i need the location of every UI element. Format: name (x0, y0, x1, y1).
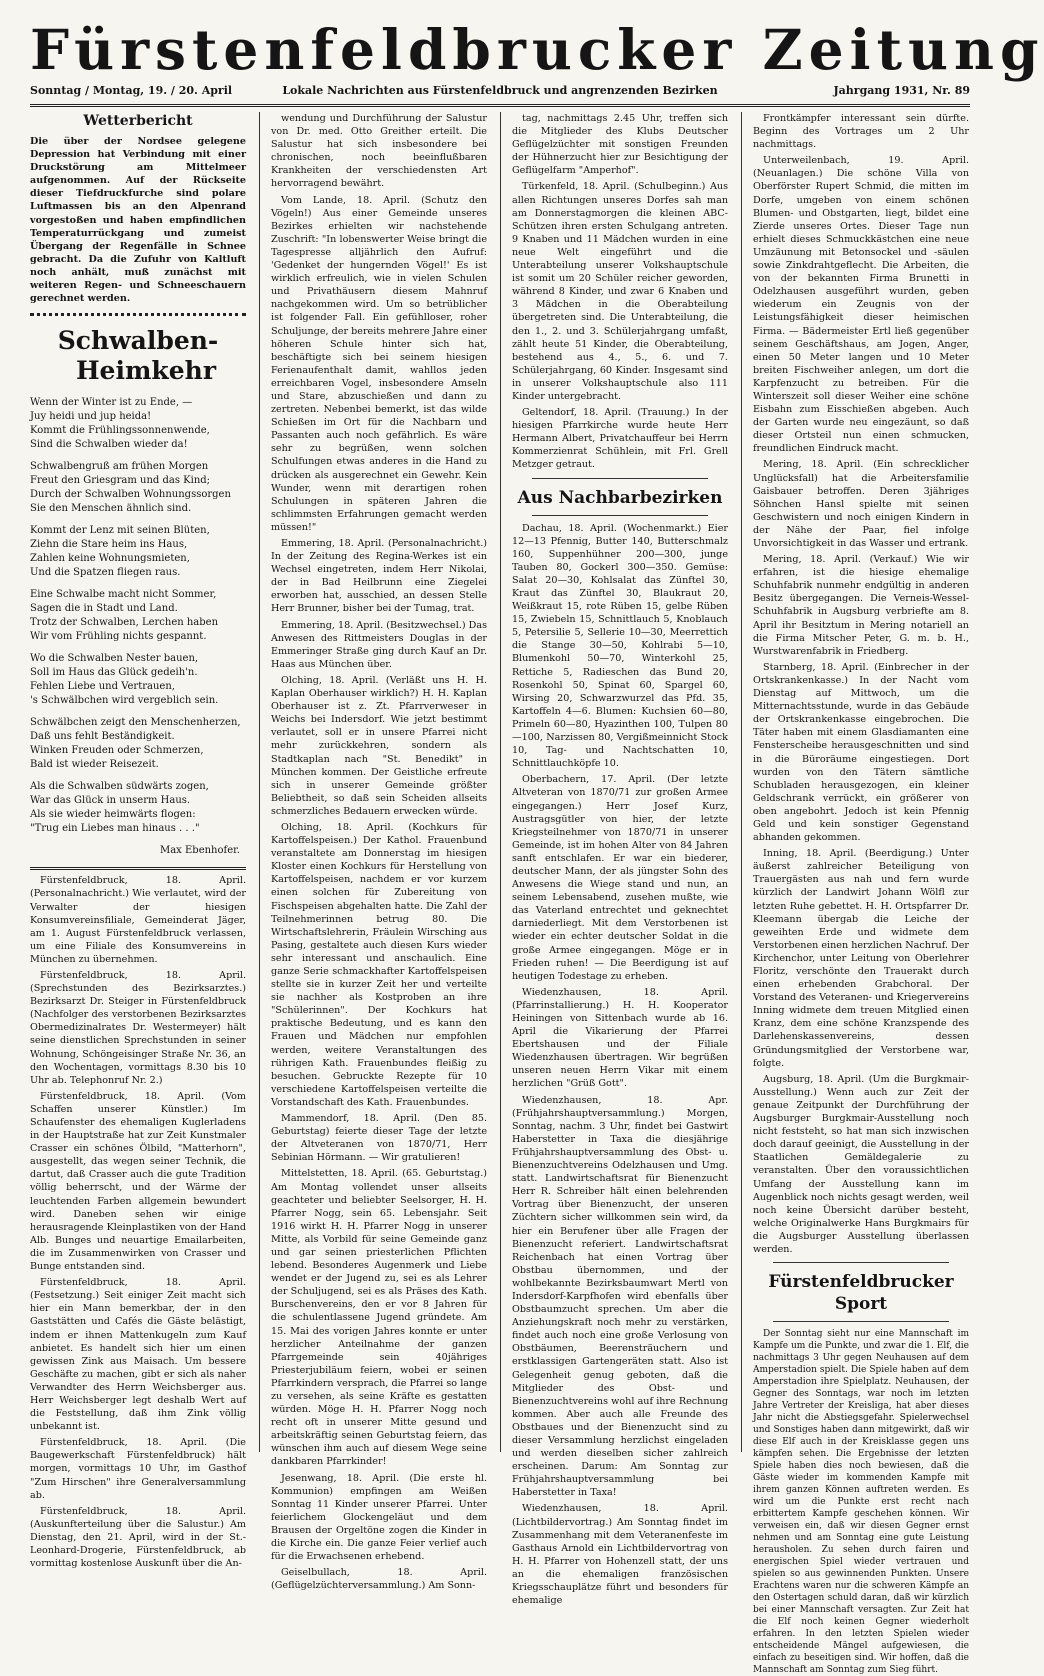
news-paragraph: Mering, 18. April. (Ein schrecklicher Unglücksfall) hat die Arbeitersfamilie Gaisbauer betroffen. Deren 3jähriges Söhnchen Hansl spielte mit seinen Geschwistern und noch einigen Kindern in der Nähe der Paar, fiel infolge Unvorsichtigkeit in das Wasser und ertrank. (753, 459, 969, 549)
news-paragraph: Vom Lande, 18. April. (Schutz den Vögeln!) Aus einer Gemeinde unseres Bezirkes erhielten wir nachstehende Zuschrift: "In lobenswerter Weise bringt die Tagespresse alljährlich den Aufruf: 'Gedenket der hungernden Vögel!' Es ist wirklich erfreulich, wie in vielen Schulen und Privathäusern diesem Mahnruf nachgekommen wird. Um so betrüblicher ist folgender Fall. Ein gefühlloser, roher Schuljunge, der bereits mehrere Jahre einer höheren Schule hinter sich hat, beschäftigte sich bei seinem hiesigen Ferienaufenthalt damit, wahllos jeden erreichbaren Vogel, insbesondere Amseln und Stare, abzuschießen und dann zu zertreten. Nebenbei bemerkt, ist das wilde Schießen im Ort für die Nachbarn und Passanten auch noch gefährlich. Es wäre sehr zu begrüßen, wenn solchen Schulfungen etwas anderes in die Hand zu drücken als ausgerechnet ein Gewehr. Kein Wunder, wenn mit derartigen rohen Schulungen in späteren Jahren die schlimmsten Erfahrungen gemacht werden müssen!" (271, 194, 487, 533)
column-rule (500, 112, 501, 1452)
poem-line: Ziehn die Stare heim ins Haus, (30, 539, 188, 551)
poem-line: Durch der Schwalben Wohnungssorgen (30, 489, 231, 501)
poem-line: Und die Spatzen fliegen raus. (30, 567, 181, 579)
poem-line: Soll im Haus das Glück gedeih'n. (30, 667, 198, 679)
poem-title-line-2: Heimkehr (75, 356, 216, 386)
poem-line: Schwälbchen zeigt den Menschenherzen, (30, 717, 241, 729)
news-paragraph: tag, nachmittags 2.45 Uhr, treffen sich die Mitglieder des Klubs Deutscher Geflügelzüchter mit sonstigen Freunden der Hühnerzucht hier zur Besichtigung der Geflügelfarm "Amperhof". (512, 113, 728, 177)
news-paragraph: Emmering, 18. April. (Personalnachricht.) In der Zeitung des Regina-Werkes ist ein Wechsel eingetreten, indem Herr Nikolai, der in Bad Heilbrunn eine Ziegelei erworben hat, ausschied, an dessen Stelle Herr Brunner, bisher bei der Tumag, trat. (271, 538, 487, 615)
news-paragraph: Olching, 18. April. (Verläßt uns H. H. Kaplan Oberhauser wirklich?) H. H. Kaplan Oberhauser ist z. Zt. Pfarrverweser in Weichs bei Indersdorf. Wie jetzt bestimmt verlautet, soll er in unsere Pfarrei nicht mehr zurückkehren, sondern als Stadtkaplan nach "St. Benedikt" in München kommen. Der Geistliche erfreute sich in unserer Gemeinde größter Beliebtheit, so daß sein Scheiden allseits schmerzliches Bedauern erwecken würde. (271, 674, 487, 817)
poem-line: Winken Freuden oder Schmerzen, (30, 745, 204, 757)
local-news-list (512, 112, 728, 472)
news-paragraph: Geiselbullach, 18. April. (Geflügelzüchterversammlung.) Am Sonn- (271, 1567, 487, 1592)
weather-heading: Wetterbericht (83, 113, 193, 129)
news-paragraph: Fürstenfeldbruck, 18. April. (Personalnachricht.) Wie verlautet, wird der Verwalter der hiesigen Konsumvereinsfiliale, Gemeinderat Jäger, am 1. August Fürstenfeldbruck verlassen, um eine Filiale des Konsumvereins in München zu übernehmen. (30, 875, 246, 965)
dateline (30, 84, 970, 107)
news-paragraph: Dachau, 18. April. (Wochenmarkt.) Eier 12—13 Pfennig, Butter 140, Butterschmalz 160, Suppenhühner 200—300, junge Tauben 80, Gockerl 300—350. Gemüse: Salat 20—30, Kohlsalat das Zünftel 30, Kraut das Zünftel 30, Blaukraut 20, Weißkraut 15, rote Rüben 15, gelbe Rüben 15, Zwiebeln 15, Schnittlauch 5, Knoblauch 5, Petersilie 5, Sellerie 10—30, Meerrettich die Stange 30—50, Kohlrabi 5—10, Blumenkohl 50—70, Winterkohl 25, Rettiche 5, Radieschen das Bund 20, Rosenkohl 50, Spinat 60, Spargel 60, Wirsing 20, Schwarzwurzel das Pfd. 35, Kartoffeln 4—6. Blumen: Kuchsien 60—80, Primeln 60—80, Hyazinthen 100, Tulpen 80—100, Narzissen 80, Vergißmeinnicht Stock 10, Tag- und Nachtschatten 10, Schnittlauchköpfe 10. (512, 522, 728, 770)
issue-date: Sonntag / Montag, 19. / 20. April (30, 84, 233, 97)
regional-news-list (753, 112, 969, 1256)
poem-line: Daß uns fehlt Beständigkeit. (30, 731, 175, 743)
poem-line: Zahlen keine Wohnungsmieten, (30, 553, 190, 565)
article-columns (30, 112, 970, 1676)
section-divider (30, 867, 246, 870)
section-divider (532, 515, 708, 516)
poem-title-line-1: Schwalben- (57, 326, 219, 356)
poem-line: Bald ist wieder Reisezeit. (30, 759, 159, 771)
column-2 (271, 112, 487, 1592)
news-paragraph: Wiedenzhausen, 18. Apr. (Frühjahrshauptversammlung.) Morgen, Sonntag, nachm. 3 Uhr, findet bei Gastwirt Haberstetter in Taxa die diesjährige Frühjahrshauptversammlung des Obst- u. Bienenzuchtvereins Odelzhausen und Umg. statt. Landwirtschaftsrat für Bienenzucht Herr R. Schreiber hält einen belehrenden Vortrag über Bienenzucht, der unseren Züchtern sicher willkommen sein wird, da hier ein Berufener über alle Fragen der Bienenzucht referiert. Landwirtschaftsrat Reichenbach hat einen Vortrag über Obstbau übernommen, und der wohlbekannte Bezirksbaumwart Mertl von Indersdorf-Karpfhofen wird ebenfalls über Obstbaumzucht sprechen. Um aber die Anziehungskraft noch mehr zu verstärken, findet auch noch eine große Verlosung von Obstbäumen, Beerensträuchern und erstklassigen Gartengeräten statt. Also ist Gelegenheit genug geboten, daß die Mitglieder des Obst- und Bienenzuchtvereins wohl auf ihre Rechnung kommen. Aber auch alle Freunde des Obstbaues und der Bienenzucht sind zu dieser Versammlung herzlichst eingeladen und werden dieselben sicher zahlreich erscheinen. Darum: Am Sonntag zur Frühjahrshauptversammlung bei Haberstetter in Taxa! (512, 1094, 728, 1499)
news-paragraph: Türkenfeld, 18. April. (Schulbeginn.) Aus allen Richtungen unseres Dorfes sah man am Donnerstagmorgen die kleinen ABC-Schützen ihren ersten Schulgang antreten. 9 Knaben und 11 Mädchen wurden in eine neue Welt eingeführt und die Unterabteilung unserer Volkshauptschule ist somit um 20 Schüler reicher geworden, während 8 Kinder, und zwar 6 Knaben und 3 Mädchen in die Oberabteilung übergetreten sind. Die Unterabteilung, die den 1., 2. und 3. Schülerjahrgang umfaßt, zählt heute 51 Kinder, die Oberabteilung, bestehend aus 4., 5., 6. und 7. Schülerjahrgang, 60 Kinder. Insgesamt sind in unserer Volkshauptschule also 111 Kinder untergebracht. (512, 181, 728, 402)
poem-stanza (30, 588, 246, 644)
news-paragraph: Fürstenfeldbruck, 18. April. (Auskunfterteilung über die Salustur.) Am Dienstag, den 21. April, wird in der St.-Leonhard-Drogerie, Fürstenfeldbruck, ab vormittag kostenlose Auskunft über die An- (30, 1505, 246, 1570)
poem-line: Wo die Schwalben Nester bauen, (30, 653, 199, 665)
news-paragraph: Fürstenfeldbruck, 18. April. (Die Baugewerkschaft Fürstenfeldbruck) hält morgen, vormittags 10 Uhr, im Gasthof "Zum Hirschen" ihre Generalversammlung ab. (30, 1437, 246, 1501)
poem-author: Max Ebenhofer. (159, 845, 240, 857)
news-paragraph: Fürstenfeldbruck, 18. April. (Festsetzung.) Seit einiger Zeit macht sich hier ein Mann bemerkbar, der in den Gaststätten und Cafés die Gäste belästigt, indem er ihnen Mattenkugeln zum Kauf anbietet. Es handelt sich hier um einen gewissen Zink aus Maisach. Um bessere Geschäfte zu machen, gibt er sich als naher Verwandter des Herrn Weichsberger aus. Herr Weichsberger legt deshalb Wert auf die Feststellung, daß ihm Zink völlig unbekannt ist. (30, 1277, 246, 1433)
poem-stanza (30, 652, 246, 708)
column-1 (30, 112, 246, 1570)
poem-line: Sagen die in Stadt und Land. (30, 603, 178, 615)
poem-line: Trotz der Schwalben, Lerchen haben (30, 617, 219, 629)
news-paragraph: Oberbachern, 17. April. (Der letzte Altveteran von 1870/71 zur großen Armee eingegangen.) Herr Josef Kurz, Austragsgütler von hier, der letzte Kriegsteilnehmer von 1870/71 in unserer Gemeinde, ist im hohen Alter von 84 Jahren sanft entschlafen. Er war ein biederer, deutscher Mann, der als jüngster Sohn des Anwesens die Wiege stand und nun, an seinem Lebensabend, zusehen mußte, wie das Vaterland entrechtet und geknechtet darniederliegt. Mit dem Verstorbenen ist wieder ein echter deutscher Soldat in die große Armee eingegangen. Möge er in Frieden ruhen! — Die Beerdigung ist auf heutigen Todestage zu erheben. (512, 774, 728, 982)
poem-stanza (30, 780, 246, 836)
local-news-list (30, 874, 246, 1570)
news-paragraph: Mammendorf, 18. April. (Den 85. Geburtstag) feierte dieser Tage der letzte der Altveteranen von 1870/71, Herr Sebinian Hörmann. — Wir gratulieren! (271, 1113, 487, 1164)
column-4 (753, 112, 969, 1676)
local-news-list (271, 112, 487, 1592)
poem-stanza (30, 716, 246, 772)
poem-line: Fehlen Liebe und Vertrauen, (30, 681, 175, 693)
news-paragraph: Fürstenfeldbruck, 18. April. (Vom Schaffen unserer Künstler.) Im Schaufenster des ehemaligen Kuglerladens in der Hauptstraße hat zur Zeit Kunstmaler Crasser ein schönes Ölbild, "Matterhorn", ausgestellt, das wegen seiner Technik, die dartut, daß Crasser auch die gute Tradition völlig beherrscht, und der Wärme der leuchtenden Farben allgemein bewundert wird. Daneben sehen wir einige herausragende Kleinplastiken von der Hand Alb. Bunges und neuartige Emailarbeiten, die im Zusammenwirken von Crasser und Bunge entstanden sind. (30, 1090, 246, 1273)
poem-line: Eine Schwalbe macht nicht Sommer, (30, 589, 217, 601)
news-paragraph: Emmering, 18. April. (Besitzwechsel.) Das Anwesen des Rittmeisters Douglas in der Emmeringer Straße ging durch Kauf an Dr. Haas aus München über. (271, 619, 487, 670)
news-paragraph: Augsburg, 18. April. (Um die Burgkmair-Ausstellung.) Wenn auch zur Zeit der genaue Zeitpunkt der Durchführung der Augsburger Burgkmair-Ausstellung noch nicht feststeht, so hat man sich inzwischen doch darauf geeinigt, die Ausstellung in der Staatlichen Gemäldegalerie zu veranstalten. Über den voraussichtlichen Umfang der Ausstellung kann im Augenblick noch nichts gesagt werden, weil noch keine Übersicht darüber besteht, welche Originalwerke Hans Burgkmairs für die Augsburger Ausstellung überlassen werden. (753, 1073, 969, 1255)
news-paragraph: Geltendorf, 18. April. (Trauung.) In der hiesigen Pfarrkirche wurde heute Herr Hermann Albert, Privatchauffeur bei Herrn Kommerzienrat Schühlein, mit Frl. Grell Metzger getraut. (512, 407, 728, 471)
poem-stanza (30, 396, 246, 452)
news-paragraph: wendung und Durchführung der Salustur von Dr. med. Otto Greither erteilt. Die Salustur hat sich insbesondere bei chronischen, noch beeinflußbaren Krankheiten der verschiedensten Art hervorragend bewährt. (271, 113, 487, 190)
section-divider (773, 1321, 949, 1322)
poem-line: Kommt der Lenz mit seinen Blüten, (30, 525, 210, 537)
news-paragraph: Frontkämpfer interessant sein dürfte. Beginn des Vortrages um 2 Uhr nachmittags. (753, 113, 969, 151)
news-paragraph: Mering, 18. April. (Verkauf.) Wie wir erfahren, ist die hiesige ehemalige Schuhfabrik nunmehr endgültig in anderen Besitz übergegangen. Die Verneis-Wessel-Schuhfabrik in Augsburg verbriefte am 8. April ihr Besitztum in Mering notariell an die Firma Mitscher Peter, G. m. b. H., Wurstwarenfabrik in Friedberg. (753, 554, 969, 657)
news-paragraph: Wiedenzhausen, 18. April. (Pfarrinstallierung.) H. H. Kooperator Heiningen von Sittenbach wurde ab 16. April die Vikarierung der Pfarrei Ebertshausen und der Filiale Wiedenzhausen übertragen. Wir begrüßen unseren neuen Herrn Vikar mit einem herzlichen "Grüß Gott". (512, 986, 728, 1090)
news-paragraph: Inning, 18. April. (Beerdigung.) Unter äußerst zahlreicher Beteiligung von Trauergästen aus nah und fern wurde kürzlich der Landwirt Johann Wölfl zur letzten Ruhe gebettet. H. H. Ortspfarrer Dr. Kleemann übergab die Leiche der geweihten Erde und widmete dem Verstorbenen einen herzlichen Nachruf. Der Kirchenchor, unter Leitung von Oberlehrer Floritz, verschönte den Trauerakt durch einen erhebenden Grabchoral. Der Vorstand des Veteranen- und Kriegervereins Inning widmete dem treuen Mitglied einen Kranz, dem eine schöne Kranzspende des Darlehenskassenvereins, dessen Gründungsmitglied der Verstorbene war, folgte. (753, 848, 969, 1069)
poem-line: Schwalbengruß am frühen Morgen (30, 461, 209, 473)
section-heading-sport: Fürstenfeldbrucker Sport (768, 1272, 954, 1315)
masthead-title: Fürstenfeldbrucker Zeitung (30, 17, 1044, 82)
poem-line: War das Glück in unserm Haus. (30, 795, 191, 807)
weather-report: Die über der Nordsee gelegene Depression hat Verbindung mit einer Druckstörung am Mittelmeer aufgenommen. Auf der Rückseite dieser Tiefdruckfurche sind polare Luftmassen bis an den Alpenrand vorgestoßen und haben empfindlichen Temperaturrückgang und zumeist Übergang der Regenfälle in Schnee gebracht. Da die Zufuhr von Kaltluft noch anhält, muß zunächst mit weiteren Regen- und Schneeschauern gerechnet werden. (30, 136, 246, 305)
poem-line: Freut den Griesgram und das Kind; (30, 475, 211, 487)
news-paragraph: Olching, 18. April. (Kochkurs für Kartoffelspeisen.) Der Kathol. Frauenbund veranstaltete am Donnerstag im hiesigen Kloster einen Kochkurs für Herstellung von Kartoffelspeisen, nachdem er vor kurzem einen solchen für Zubereitung von Fischspeisen abgehalten hatte. Die Zahl der Teilnehmerinnen betrug 80. Die Wirtschaftslehrerin, Fräulein Wirsching aus Pasing, gestaltete auch diesen Kurs wieder sehr interessant und anschaulich. Eine ganze Serie schmackhafter Kartoffelspeisen stellte sie in kurzer Zeit her und verteilte sie nachher als Kostproben an ihre "Schülerinnen". Der Kochkurs hat praktische Bedeutung, und es kann den Frauen und Mädchen nur empfohlen werden, weitere Veranstaltungen des rührigen Kath. Frauenbundes fleißig zu besuchen. Gebruckte Rezepte für 10 verschiedene Kartoffelspeisen verteilte die Vorstandschaft des Kath. Frauenbundes. (271, 821, 487, 1108)
news-paragraph: Fürstenfeldbruck, 18. April. (Sprechstunden des Bezirksarztes.) Bezirksarzt Dr. Steiger in Fürstenfeldbruck (Nachfolger des verstorbenen Bezirksarztes Obermedizinalrates Dr. Westermeyer) hält seine dienstlichen Sprechstunden in seiner Wohnung, Schöngeisinger Straße Nr. 36, an den Wochentagen, vormittags 8.30 bis 10 Uhr ab. Telephonruf Nr. 2.) (30, 969, 246, 1086)
poem-line: 's Schwälbchen wird vergeblich sein. (30, 695, 219, 707)
issue-number: Jahrgang 1931, Nr. 89 (833, 84, 970, 97)
news-paragraph: Wiedenzhausen, 18. April. (Lichtbildervortrag.) Am Sonntag findet im Zusammenhang mit dem Veteranenfeste im Gasthaus Arnold ein Lichtbildervortrag von H. H. Pfarrer von Hohenzell statt, der uns an die ehemaligen französischen Kriegsschauplätze führt und besonders für ehemalige (512, 1503, 728, 1607)
poem-line: Als die Schwalben südwärts zogen, (30, 781, 209, 793)
poem-line: Sind die Schwalben wieder da! (30, 439, 188, 451)
news-paragraph: Mittelstetten, 18. April. (65. Geburtstag.) Am Montag vollendet unser allseits geachteter und beliebter Seelsorger, H. H. Pfarrer Nogg, sein 65. Lebensjahr. Seit 1916 wirkt H. H. Pfarrer Nogg in unserer Mitte, als Vorbild für seine Gemeinde ganz und gar seinen priesterlichen Pflichten lebend. Besonderes Augenmerk und Liebe wendet er der Jugend zu, sei es als Lehrer der Schuljugend, sei es als Präses des Kath. Burschenvereins, den er vor 8 Jahren für die schulentlassene Jugend gründete. Am 15. Mai des vorigen Jahres konnte er unter herzlicher Anteilnahme der ganzen Pfarrgemeinde sein 40jähriges Priesterjubiläum feiern, wobei er seinen Pfarrkindern versprach, die Pfarrei so lange zu versehen, als seine Kräfte es gestatten würden. Möge H. H. Pfarrer Nogg noch recht oft in unserer Mitte gesund und arbeitskräftig seinen Geburtstag feiern, das wünschen ihm auch auf diesem Wege seine dankbaren Pfarrkinder! (271, 1168, 487, 1468)
poem-line: Wenn der Winter ist zu Ende, — (30, 397, 193, 409)
poem-stanza (30, 524, 246, 580)
column-rule (741, 112, 742, 1452)
news-paragraph: Jesenwang, 18. April. (Die erste hl. Kommunion) empfingen am Weißen Sonntag 11 Kinder unserer Pfarrei. Unter feierlichem Glockengeläut und dem Brausen der Orgeltöne zogen die Kinder in die Kirche ein. Die ganze Feier verlief auch für die Erwachsenen erhebend. (271, 1472, 487, 1563)
poem-line: Wir vom Frühling nichts gespannt. (30, 631, 207, 643)
news-paragraph: Unterweilenbach, 19. April. (Neuanlagen.) Die schöne Villa von Oberförster Rupert Schmid, die mitten im Dorfe, umgeben von einem schönen Blumen- und Obstgarten, liegt, bildet eine Zierde unseres Ortes. Dieser Tage nun erhielt dieses Schmuckkästchen eine neue Umzäunung mit Betonsockel und -säulen sowie Zinkdrahtgeflecht. Die Arbeiten, die von der bekannten Firma Brunetti in Odelzhausen ausgeführt wurden, geben wiederum ein Zeugnis von der Leistungsfähigkeit dieser heimischen Firma. — Bädermeister Ertl ließ gegenüber seinem Geschäftshaus, am Jogen, Anger, einen 50 Meter langen und 10 Meter breiten Fischweiher anlegen, um dort die Karpfenzucht zu betreiben. Für die Winterszeit soll dieser Weiher eine schöne Eisbahn zum Eisschießen abgeben. Auch der Garten wurde neu eingezäunt, so daß dieser Ortsteil nun einen schmucken, freundlichen Eindruck macht. (753, 155, 969, 455)
poem-line: "Trug ein Liebes man hinaus . . ." (30, 823, 200, 835)
section-divider (773, 1262, 949, 1263)
poem-line: Sie den Menschen ähnlich sind. (30, 503, 192, 515)
poem-line: Als sie wieder heimwärts flogen: (30, 809, 196, 821)
column-rule (259, 112, 260, 1452)
section-divider (532, 478, 708, 479)
poem-stanzas (30, 396, 246, 836)
column-3 (512, 112, 728, 1607)
poem-stanza (30, 460, 246, 516)
sport-article: Der Sonntag sieht nur eine Mannschaft im Kampfe um die Punkte, und zwar die 1. Elf, die nachmittags 3 Uhr gegen Neuhausen auf dem Amperstadion spielt. Die Spiele haben auf dem Amperstadion ihre Spielplatz. Neuhausen, der Gegner des Sonntags, war noch im letzten Jahre Vertreter der Kreisliga, hat aber dieses Jahr nicht die Abstiegsgefahr. Spielerwechsel und Sonstiges haben dann mitgewirkt, daß wir diese Elf auch in der Kreisklasse gegen uns kämpfen sehen. Die Ergebnisse der letzten Spiele haben dies noch bewiesen, daß die Gäste wieder im kommenden Kampfe mit ihrem ganzen Können auftreten werden. Es wird um die Punkte erst recht nach erbittertem Kampfe geschehen können. Wir verweisen ein, daß wir diesen Gegner ernst nehmen und am Sonntag eine gute Leistung herausholen. Zu sehen durch fairen und energischen Spiel wieder vertrauen und spielen so aus gewinnenden Punkten. Unsere Erachtens waren nur die schweren Kämpfe an den Ostertagen schuld daran, daß wir kürzlich bei einer Mannschaft versagten. Zur Zeit hat die Elf noch keinen Gegner wiederholt erfahren. In den letzten Spielen wieder entscheidende Mängel aufgewiesen, die einfach zu beseitigen sind. Wir hoffen, daß die Mannschaft am Sonntag zum Sieg führt. (753, 1329, 969, 1676)
section-divider (30, 313, 246, 316)
news-paragraph: Starnberg, 18. April. (Einbrecher in der Ortskrankenkasse.) In der Nacht vom Dienstag auf Mittwoch, um die Mitternachtsstunde, wurde in das Gebäude der Ortskrankenkasse eingebrochen. Die Täter haben mit einem Glasdiamanten eine Fensterscheibe herausgeschnitten und sind in die Büroräume eingestiegen. Dort wurden von den Tätern sämtliche Schubladen herausgezogen, ein kleiner Geldschrank verrückt, ein größerer von oben angebohrt. Jedoch ist kein Pfennig Geld und kein sonstiger Gegenstand abhanden gekommen. (753, 661, 969, 844)
section-heading-neighbors: Aus Nachbarbezirken (517, 487, 723, 508)
poem-line: Juy heidi und jup heida! (30, 411, 152, 423)
regional-news-list (512, 522, 728, 1608)
masthead-subtitle: Lokale Nachrichten aus Fürstenfeldbruck und angrenzenden Bezirken (282, 84, 718, 97)
poem-line: Kommt die Frühlingssonnenwende, (30, 425, 210, 437)
